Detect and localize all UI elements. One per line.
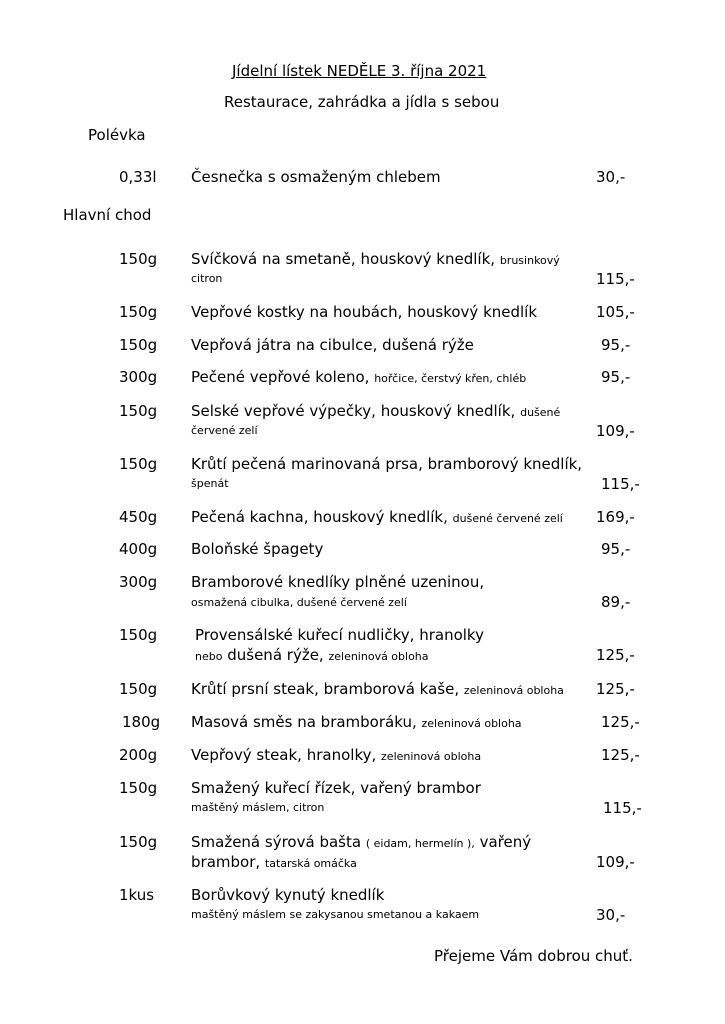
main-item-9-name: Bramborové knedlíky plněné uzeninou,	[191, 573, 485, 591]
main-item-2-name: Vepřové kostky na houbách, houskový knedlík	[191, 303, 538, 321]
main-item-8-quantity: 400g	[119, 540, 158, 558]
closing-wish: Přejeme Vám dobrou chuť.	[434, 947, 633, 965]
main-item-14-name: Smažený kuřecí řízek, vařený brambor	[191, 779, 481, 797]
soup-name: Česnečka s osmaženým chlebem	[191, 168, 441, 186]
soup-price: 30,-	[596, 168, 626, 186]
main-item-9-side: osmažená cibulka, dušené červené zelí	[191, 596, 407, 609]
main-item-15-price: 109,-	[596, 853, 635, 871]
main-item-15-quantity: 150g	[119, 833, 158, 851]
main-item-8-name: Boloňské špagety	[191, 540, 324, 558]
main-item-6-quantity: 150g	[119, 455, 158, 473]
main-item-16-name: Borůvkový kynutý knedlík	[191, 886, 385, 904]
main-item-7-quantity: 450g	[119, 508, 158, 526]
main-item-13-name: Vepřový steak, hranolky, zeleninová obloha	[191, 746, 482, 764]
main-item-11-price: 125,-	[596, 680, 635, 698]
main-item-4-price: 95,-	[601, 368, 631, 386]
main-item-5-price: 109,-	[596, 422, 635, 440]
main-item-7-price: 169,-	[596, 508, 635, 526]
main-item-6-side: špenát	[191, 477, 229, 490]
main-item-10-quantity: 150g	[119, 626, 158, 644]
main-item-14-side: maštěný máslem, citron	[191, 801, 325, 814]
section-soup-heading: Polévka	[88, 126, 146, 144]
main-item-16-price: 30,-	[596, 906, 626, 924]
main-item-15-name: Smažená sýrová bašta ( eidam, hermelín ), vařený	[191, 833, 532, 851]
main-item-3-price: 95,-	[601, 336, 631, 354]
main-item-11-quantity: 150g	[119, 680, 158, 698]
main-item-16-side: maštěný máslem se zakysanou smetanou a kakaem	[191, 908, 480, 921]
main-item-7-name: Pečená kachna, houskový knedlík, dušené červené zelí	[191, 508, 563, 526]
main-item-15-side: brambor, tatarská omáčka	[191, 853, 357, 871]
page-subtitle: Restaurace, zahrádka a jídla s sebou	[224, 93, 500, 111]
main-item-1-quantity: 150g	[119, 250, 158, 268]
main-item-10-price: 125,-	[596, 646, 635, 664]
main-item-16-quantity: 1kus	[119, 886, 155, 904]
main-item-9-quantity: 300g	[119, 573, 158, 591]
main-item-4-name: Pečené vepřové koleno, hořčice, čerstvý křen, chléb	[191, 368, 527, 386]
main-item-3-name: Vepřová játra na cibulce, dušená rýže	[191, 336, 474, 354]
main-item-1-price: 115,-	[596, 270, 635, 288]
main-item-2-price: 105,-	[596, 303, 635, 321]
main-item-5-quantity: 150g	[119, 402, 158, 420]
main-item-12-name: Masová směs na bramboráku, zeleninová obloha	[191, 713, 522, 731]
main-item-6-price: 115,-	[601, 475, 640, 493]
main-item-14-quantity: 150g	[119, 779, 158, 797]
main-item-12-price: 125,-	[601, 713, 640, 731]
main-item-1-name: Svíčková na smetaně, houskový knedlík, brusinkový	[191, 250, 560, 268]
main-item-11-name: Krůtí prsní steak, bramborová kaše, zeleninová obloha	[191, 680, 564, 698]
main-item-12-quantity: 180g	[122, 713, 161, 731]
main-item-4-quantity: 300g	[119, 368, 158, 386]
main-item-10-side: nebo dušená rýže, zeleninová obloha	[195, 646, 429, 664]
main-item-13-price: 125,-	[601, 746, 640, 764]
main-item-13-quantity: 200g	[119, 746, 158, 764]
main-item-6-name: Krůtí pečená marinovaná prsa, bramborový knedlík,	[191, 455, 583, 473]
main-item-10-name: Provensálské kuřecí nudličky, hranolky	[195, 626, 484, 644]
main-item-1-side: citron	[191, 272, 223, 285]
main-item-3-quantity: 150g	[119, 336, 158, 354]
main-item-5-name: Selské vepřové výpečky, houskový knedlík, dušené	[191, 402, 561, 420]
main-item-2-quantity: 150g	[119, 303, 158, 321]
main-item-5-side: červené zelí	[191, 424, 258, 437]
soup-quantity: 0,33l	[119, 168, 157, 186]
section-main-heading: Hlavní chod	[63, 206, 152, 224]
page-title: Jídelní lístek NEDĚLE 3. října 2021	[232, 62, 487, 80]
main-item-9-price: 89,-	[601, 593, 631, 611]
main-item-8-price: 95,-	[601, 540, 631, 558]
main-item-14-price: 115,-	[603, 799, 642, 817]
